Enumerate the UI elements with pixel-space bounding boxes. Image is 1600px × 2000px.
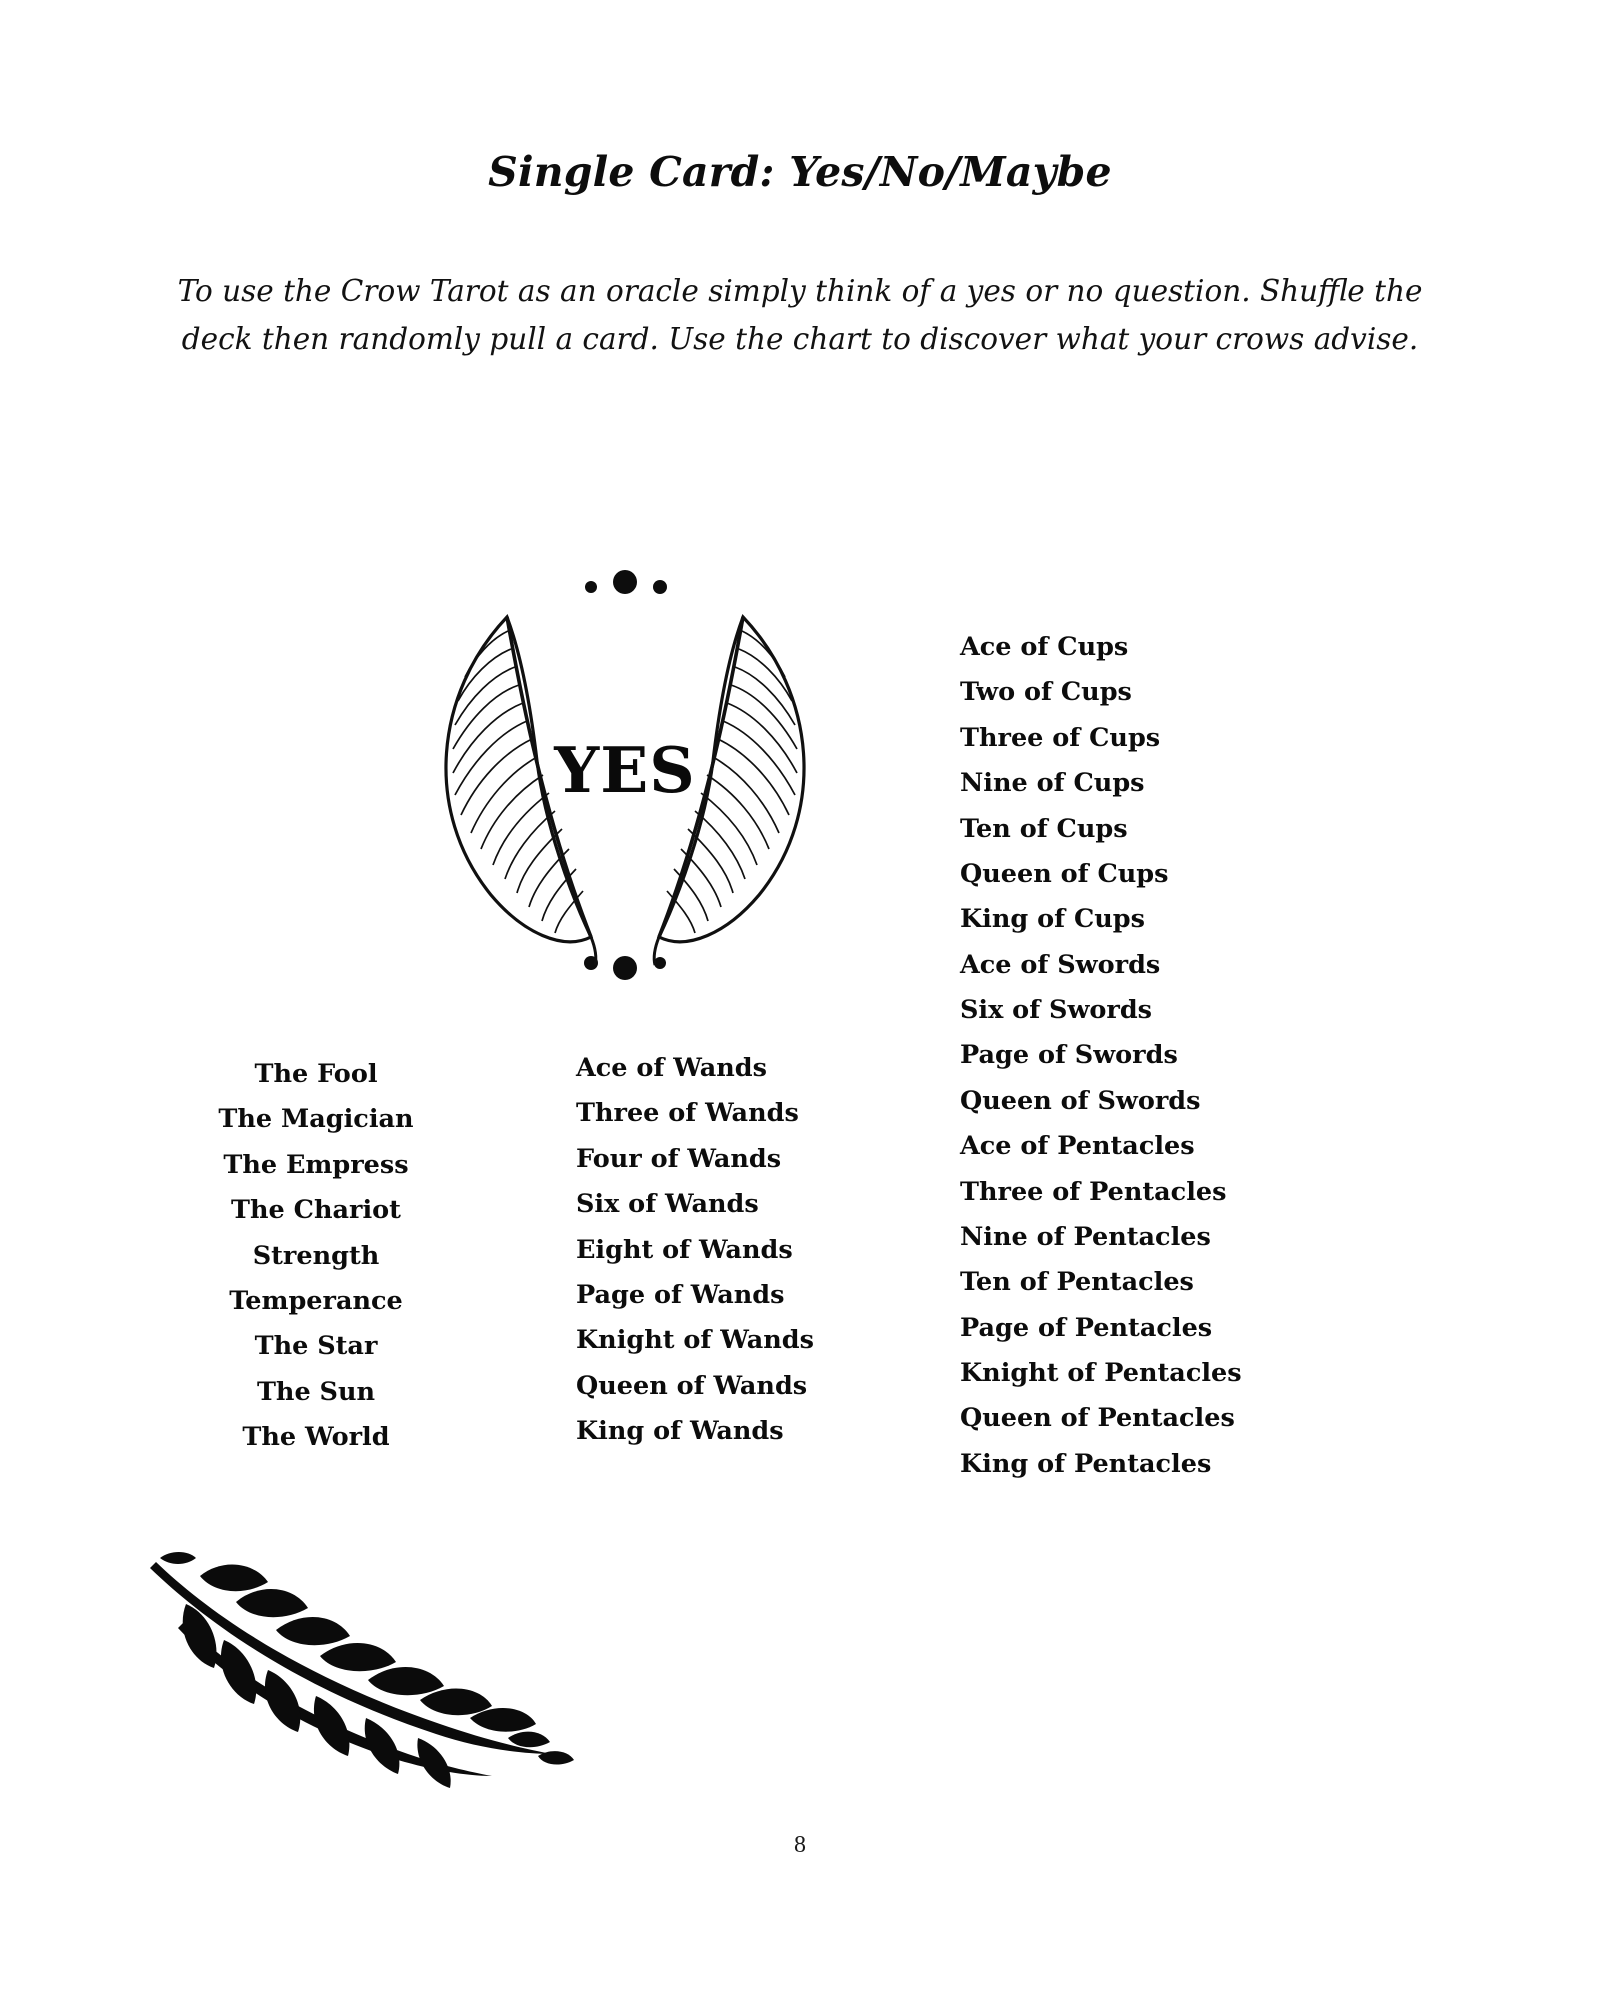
list-item: Nine of Cups — [960, 768, 1145, 799]
intro-paragraph: To use the Crow Tarot as an oracle simply think of a yes or no question. Shuffle the deck then randomly pull a card. Use the chart to discover what your crows advise. — [177, 274, 1423, 356]
list-item: Queen of Swords — [960, 1085, 1201, 1116]
page-title: Single Card: Yes/No/Maybe — [488, 148, 1112, 196]
list-item: Temperance — [229, 1285, 403, 1316]
list-item: Eight of Wands — [576, 1234, 793, 1265]
list-item: The Empress — [223, 1149, 409, 1180]
list-item: Ace of Wands — [576, 1053, 767, 1083]
list-item: Knight of Wands — [576, 1325, 814, 1356]
list-item: Knight of Pentacles — [960, 1358, 1242, 1388]
major-arcana-list — [200, 1052, 432, 1460]
list-item: Page of Pentacles — [960, 1312, 1213, 1343]
list-item: Two of Cups — [960, 677, 1132, 708]
list-item: Page of Wands — [576, 1279, 785, 1310]
list-item: Three of Pentacles — [960, 1176, 1227, 1207]
cups-swords-pentacles-list — [960, 625, 1280, 1487]
yes-emblem — [395, 565, 855, 985]
list-item: The Star — [254, 1331, 378, 1362]
list-item: Ten of Cups — [960, 813, 1128, 844]
list-item: Ten of Pentacles — [960, 1267, 1194, 1298]
list-item: The Sun — [256, 1376, 376, 1407]
list-item: Strength — [252, 1240, 380, 1271]
list-item: Six of Wands — [576, 1189, 759, 1220]
list-item: King of Pentacles — [960, 1448, 1212, 1479]
list-item: The Magician — [218, 1104, 414, 1135]
list-item: Queen of Pentacles — [960, 1403, 1235, 1434]
list-item: Page of Swords — [960, 1040, 1178, 1071]
list-item: Nine of Pentacles — [960, 1221, 1211, 1252]
emblem-label: YES — [554, 733, 696, 807]
page-number: 8 — [794, 1832, 806, 1858]
list-item: The World — [242, 1422, 390, 1452]
list-item: Ace of Pentacles — [960, 1131, 1195, 1162]
leaf-branch-icon — [140, 1548, 580, 1808]
list-item: King of Wands — [576, 1416, 784, 1446]
list-item: Ace of Swords — [960, 949, 1161, 980]
list-item: Queen of Cups — [960, 858, 1169, 889]
list-item: Ace of Cups — [960, 632, 1129, 662]
list-item: The Fool — [254, 1059, 378, 1089]
list-item: Four of Wands — [576, 1143, 782, 1174]
list-item: The Chariot — [231, 1195, 401, 1226]
list-item: Queen of Wands — [576, 1370, 808, 1401]
list-item: King of Cups — [960, 904, 1145, 935]
list-item: Three of Wands — [576, 1098, 799, 1129]
list-item: Three of Cups — [960, 722, 1161, 753]
wands-list — [576, 1046, 836, 1454]
list-item: Six of Swords — [960, 995, 1153, 1025]
